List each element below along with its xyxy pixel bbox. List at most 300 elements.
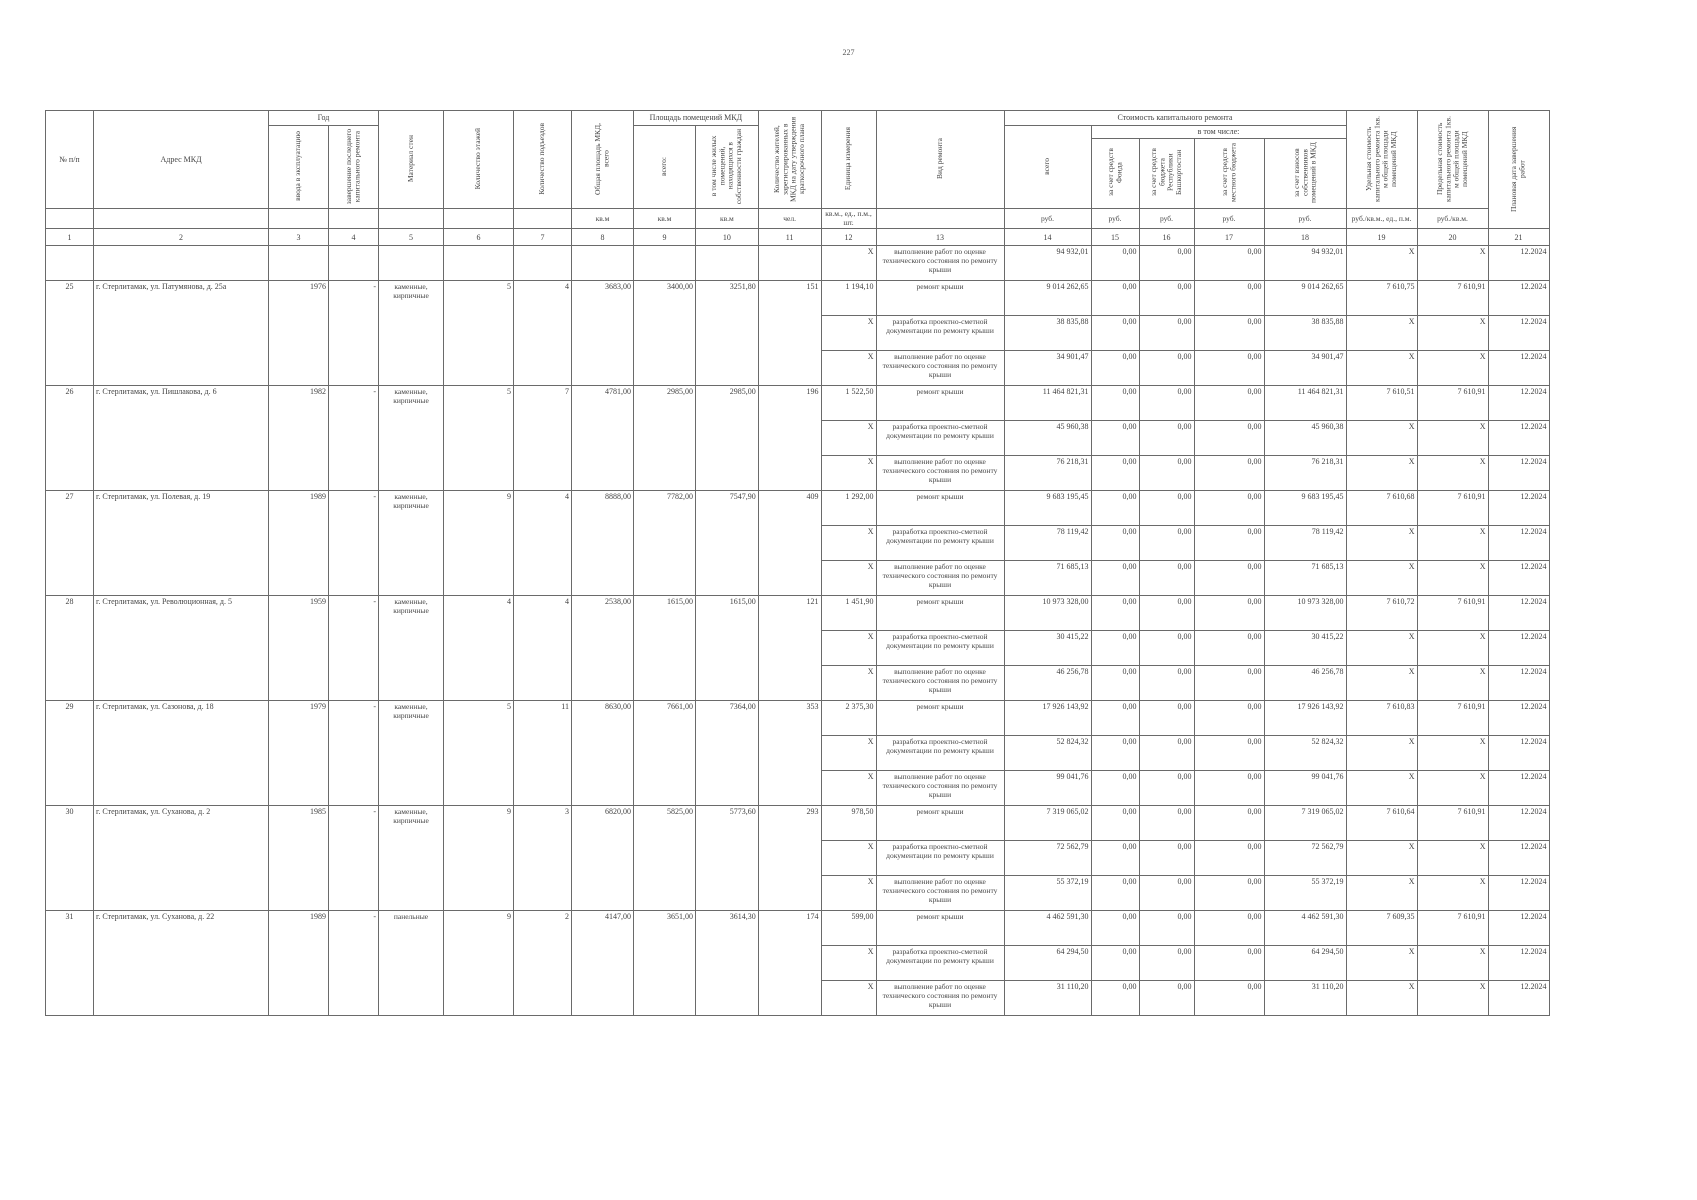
max-cost-cell: X (1417, 771, 1488, 806)
max-cost-cell: X (1417, 876, 1488, 911)
wall-material-cell: каменные, кирпичные (379, 596, 444, 701)
planned-date-cell: 12.2024 (1488, 281, 1549, 316)
cost-republic-cell: 0,00 (1139, 491, 1194, 526)
cost-republic-cell: 0,00 (1139, 596, 1194, 631)
cost-owners-cell: 30 415,22 (1264, 631, 1346, 666)
table-row (46, 911, 1550, 946)
unit-total-area: кв.м (572, 209, 634, 229)
row-number-cell: 27 (46, 491, 94, 596)
work-type-cell: выполнение работ по оценке технического состояния по ремонту крыши (876, 981, 1004, 1016)
max-cost-cell: X (1417, 841, 1488, 876)
specific-cost-cell: X (1346, 981, 1417, 1016)
column-number: 11 (758, 229, 821, 246)
column-number: 20 (1417, 229, 1488, 246)
cost-local-cell: 0,00 (1194, 386, 1264, 421)
cost-local-cell: 0,00 (1194, 316, 1264, 351)
cost-owners-cell: 71 685,13 (1264, 561, 1346, 596)
header-address: Адрес МКД (94, 111, 269, 209)
column-number: 17 (1194, 229, 1264, 246)
wall-material-cell: панельные (379, 911, 444, 1016)
specific-cost-cell: X (1346, 771, 1417, 806)
column-number: 16 (1139, 229, 1194, 246)
work-unit-cell: X (821, 351, 876, 386)
cost-total-cell: 99 041,76 (1004, 771, 1091, 806)
cost-republic-cell: 0,00 (1139, 246, 1194, 281)
empty-cell (379, 246, 444, 281)
cost-fund-cell: 0,00 (1091, 701, 1139, 736)
entrances-cell: 7 (514, 386, 572, 491)
cost-republic-cell: 0,00 (1139, 526, 1194, 561)
table-header (46, 111, 1550, 246)
wall-material-cell: каменные, кирпичные (379, 281, 444, 386)
cost-fund-cell: 0,00 (1091, 946, 1139, 981)
specific-cost-cell: X (1346, 561, 1417, 596)
max-cost-cell: X (1417, 421, 1488, 456)
total-area-cell: 2538,00 (572, 596, 634, 701)
cost-owners-cell: 76 218,31 (1264, 456, 1346, 491)
planned-date-cell: 12.2024 (1488, 666, 1549, 701)
work-type-cell: выполнение работ по оценке технического состояния по ремонту крыши (876, 351, 1004, 386)
cost-owners-cell: 34 901,47 (1264, 351, 1346, 386)
header-cost-local: за счет средств местного бюджета (1194, 139, 1264, 209)
year-repair-cell: - (329, 386, 379, 491)
page-number: 227 (842, 48, 855, 57)
floors-cell: 9 (444, 806, 514, 911)
planned-date-cell: 12.2024 (1488, 316, 1549, 351)
residents-cell: 121 (758, 596, 821, 701)
work-type-cell: разработка проектно-сметной документации по ремонту крыши (876, 421, 1004, 456)
planned-date-cell: 12.2024 (1488, 596, 1549, 631)
entrances-cell: 4 (514, 281, 572, 386)
column-number: 14 (1004, 229, 1091, 246)
cost-fund-cell: 0,00 (1091, 596, 1139, 631)
address-cell: г. Стерлитамак, ул. Пишлакова, д. 6 (94, 386, 269, 491)
cost-local-cell: 0,00 (1194, 911, 1264, 946)
address-cell: г. Стерлитамак, ул. Суханова, д. 2 (94, 806, 269, 911)
cost-local-cell: 0,00 (1194, 666, 1264, 701)
unit-residents: чел. (758, 209, 821, 229)
residents-cell: 196 (758, 386, 821, 491)
cost-total-cell: 31 110,20 (1004, 981, 1091, 1016)
entrances-cell: 2 (514, 911, 572, 1016)
header-cost-total: всего (1004, 126, 1091, 209)
header-planned-date: Плановая дата завершения работ (1488, 111, 1549, 229)
table-row (46, 596, 1550, 631)
total-area-cell: 3683,00 (572, 281, 634, 386)
wall-material-cell: каменные, кирпичные (379, 491, 444, 596)
cost-republic-cell: 0,00 (1139, 911, 1194, 946)
work-type-cell: разработка проектно-сметной документации по ремонту крыши (876, 526, 1004, 561)
cost-republic-cell: 0,00 (1139, 876, 1194, 911)
cost-fund-cell: 0,00 (1091, 736, 1139, 771)
work-unit-cell: X (821, 316, 876, 351)
planned-date-cell: 12.2024 (1488, 351, 1549, 386)
specific-cost-cell: X (1346, 841, 1417, 876)
work-type-cell: ремонт крыши (876, 806, 1004, 841)
cost-fund-cell: 0,00 (1091, 771, 1139, 806)
cost-local-cell: 0,00 (1194, 561, 1264, 596)
header-year-repair: завершение последнего капитального ремонта (329, 126, 379, 209)
header-premises-area-group: Площадь помещений МКД (634, 111, 759, 126)
cost-total-cell: 7 319 065,02 (1004, 806, 1091, 841)
work-unit-cell: 2 375,30 (821, 701, 876, 736)
area-residential-cell: 7547,90 (696, 491, 759, 596)
cost-total-cell: 64 294,50 (1004, 946, 1091, 981)
unit-empty (329, 209, 379, 229)
planned-date-cell: 12.2024 (1488, 981, 1549, 1016)
specific-cost-cell: 7 610,72 (1346, 596, 1417, 631)
empty-cell (634, 246, 696, 281)
floors-cell: 9 (444, 911, 514, 1016)
work-unit-cell: X (821, 421, 876, 456)
cost-fund-cell: 0,00 (1091, 631, 1139, 666)
area-total-cell: 7782,00 (634, 491, 696, 596)
cost-fund-cell: 0,00 (1091, 806, 1139, 841)
empty-cell (572, 246, 634, 281)
total-area-cell: 4781,00 (572, 386, 634, 491)
total-area-cell: 6820,00 (572, 806, 634, 911)
cost-total-cell: 4 462 591,30 (1004, 911, 1091, 946)
cost-owners-cell: 10 973 328,00 (1264, 596, 1346, 631)
residents-cell: 174 (758, 911, 821, 1016)
max-cost-cell: X (1417, 456, 1488, 491)
year-commission-cell: 1976 (269, 281, 329, 386)
cost-fund-cell: 0,00 (1091, 561, 1139, 596)
header-residents: Количество жителей, зарегистрированных в МКД на дату утверждения краткосрочного плана (758, 111, 821, 209)
work-type-cell: ремонт крыши (876, 386, 1004, 421)
column-number-row (46, 229, 1550, 246)
planned-date-cell: 12.2024 (1488, 701, 1549, 736)
table-row (46, 806, 1550, 841)
specific-cost-cell: X (1346, 421, 1417, 456)
cost-total-cell: 94 932,01 (1004, 246, 1091, 281)
cost-owners-cell: 94 932,01 (1264, 246, 1346, 281)
cost-owners-cell: 31 110,20 (1264, 981, 1346, 1016)
planned-date-cell: 12.2024 (1488, 561, 1549, 596)
cost-local-cell: 0,00 (1194, 631, 1264, 666)
cost-local-cell: 0,00 (1194, 806, 1264, 841)
header-max-cost: Предельная стоимость капитального ремонта 1кв. м общей площади помещений МКД (1417, 111, 1488, 209)
cost-fund-cell: 0,00 (1091, 316, 1139, 351)
planned-date-cell: 12.2024 (1488, 736, 1549, 771)
cost-owners-cell: 78 119,42 (1264, 526, 1346, 561)
column-number: 10 (696, 229, 759, 246)
cost-fund-cell: 0,00 (1091, 526, 1139, 561)
max-cost-cell: 7 610,91 (1417, 701, 1488, 736)
specific-cost-cell: X (1346, 876, 1417, 911)
cost-total-cell: 30 415,22 (1004, 631, 1091, 666)
planned-date-cell: 12.2024 (1488, 771, 1549, 806)
unit-empty (46, 209, 94, 229)
empty-cell (269, 246, 329, 281)
specific-cost-cell: X (1346, 631, 1417, 666)
cost-total-cell: 38 835,88 (1004, 316, 1091, 351)
unit-empty (876, 209, 1004, 229)
unit-specific: руб./кв.м., ед., п.м. (1346, 209, 1417, 229)
address-cell: г. Стерлитамак, ул. Сазонова, д. 18 (94, 701, 269, 806)
max-cost-cell: 7 610,91 (1417, 281, 1488, 316)
unit-area-total: кв.м (634, 209, 696, 229)
work-type-cell: ремонт крыши (876, 281, 1004, 316)
row-number-cell: 28 (46, 596, 94, 701)
total-area-cell: 8888,00 (572, 491, 634, 596)
specific-cost-cell: X (1346, 526, 1417, 561)
column-number: 2 (94, 229, 269, 246)
year-commission-cell: 1982 (269, 386, 329, 491)
area-total-cell: 3400,00 (634, 281, 696, 386)
address-cell: г. Стерлитамак, ул. Суханова, д. 22 (94, 911, 269, 1016)
cost-total-cell: 71 685,13 (1004, 561, 1091, 596)
planned-date-cell: 12.2024 (1488, 876, 1549, 911)
work-unit-cell: 599,00 (821, 911, 876, 946)
cost-total-cell: 9 683 195,45 (1004, 491, 1091, 526)
cost-owners-cell: 64 294,50 (1264, 946, 1346, 981)
cost-total-cell: 9 014 262,65 (1004, 281, 1091, 316)
header-cost-group: Стоимость капитального ремонта (1004, 111, 1346, 126)
work-unit-cell: 1 194,10 (821, 281, 876, 316)
cost-local-cell: 0,00 (1194, 946, 1264, 981)
header-specific-cost: Удельная стоимость капитального ремонта 1кв. м общей площади помещений МКД (1346, 111, 1417, 209)
area-residential-cell: 3614,30 (696, 911, 759, 1016)
empty-cell (329, 246, 379, 281)
cost-local-cell: 0,00 (1194, 736, 1264, 771)
cost-total-cell: 34 901,47 (1004, 351, 1091, 386)
year-commission-cell: 1979 (269, 701, 329, 806)
specific-cost-cell: X (1346, 946, 1417, 981)
unit-cost-fund: руб. (1091, 209, 1139, 229)
year-commission-cell: 1959 (269, 596, 329, 701)
column-number: 18 (1264, 229, 1346, 246)
specific-cost-cell: X (1346, 351, 1417, 386)
unit-cost-local: руб. (1194, 209, 1264, 229)
cost-total-cell: 76 218,31 (1004, 456, 1091, 491)
residents-cell: 293 (758, 806, 821, 911)
repair-plan-sheet (45, 110, 1550, 1016)
area-total-cell: 3651,00 (634, 911, 696, 1016)
year-repair-cell: - (329, 596, 379, 701)
column-number: 13 (876, 229, 1004, 246)
cost-republic-cell: 0,00 (1139, 736, 1194, 771)
work-type-cell: выполнение работ по оценке технического состояния по ремонту крыши (876, 666, 1004, 701)
specific-cost-cell: 7 609,35 (1346, 911, 1417, 946)
cost-local-cell: 0,00 (1194, 526, 1264, 561)
column-number: 1 (46, 229, 94, 246)
cost-republic-cell: 0,00 (1139, 701, 1194, 736)
unit-cost-republic: руб. (1139, 209, 1194, 229)
unit-empty (514, 209, 572, 229)
entrances-cell: 3 (514, 806, 572, 911)
year-commission-cell: 1989 (269, 491, 329, 596)
unit-area-residential: кв.м (696, 209, 759, 229)
unit-empty (379, 209, 444, 229)
column-number: 15 (1091, 229, 1139, 246)
year-repair-cell: - (329, 911, 379, 1016)
cost-owners-cell: 46 256,78 (1264, 666, 1346, 701)
cost-total-cell: 72 562,79 (1004, 841, 1091, 876)
floors-cell: 5 (444, 701, 514, 806)
work-unit-cell: 978,50 (821, 806, 876, 841)
max-cost-cell: X (1417, 631, 1488, 666)
unit-unit: кв.м., ед., п.м., шт. (821, 209, 876, 229)
column-number: 6 (444, 229, 514, 246)
max-cost-cell: 7 610,91 (1417, 491, 1488, 526)
cost-local-cell: 0,00 (1194, 246, 1264, 281)
table-row (46, 246, 1550, 281)
header-total-area: Общая площадь МКД, всего (572, 111, 634, 209)
year-repair-cell: - (329, 806, 379, 911)
cost-fund-cell: 0,00 (1091, 981, 1139, 1016)
area-residential-cell: 5773,60 (696, 806, 759, 911)
max-cost-cell: X (1417, 981, 1488, 1016)
area-residential-cell: 7364,00 (696, 701, 759, 806)
cost-republic-cell: 0,00 (1139, 421, 1194, 456)
year-repair-cell: - (329, 491, 379, 596)
work-unit-cell: 1 292,00 (821, 491, 876, 526)
work-unit-cell: X (821, 876, 876, 911)
address-cell: г. Стерлитамак, ул. Революционная, д. 5 (94, 596, 269, 701)
cost-total-cell: 11 464 821,31 (1004, 386, 1091, 421)
planned-date-cell: 12.2024 (1488, 526, 1549, 561)
cost-republic-cell: 0,00 (1139, 841, 1194, 876)
cost-total-cell: 46 256,78 (1004, 666, 1091, 701)
table-row (46, 281, 1550, 316)
cost-republic-cell: 0,00 (1139, 561, 1194, 596)
table-body (46, 246, 1550, 1016)
header-entrances: Количество подъездов (514, 111, 572, 209)
work-type-cell: ремонт крыши (876, 701, 1004, 736)
empty-cell (444, 246, 514, 281)
header-year-commission: ввода в эксплуатацию (269, 126, 329, 209)
max-cost-cell: X (1417, 526, 1488, 561)
cost-owners-cell: 99 041,76 (1264, 771, 1346, 806)
cost-republic-cell: 0,00 (1139, 666, 1194, 701)
work-type-cell: разработка проектно-сметной документации по ремонту крыши (876, 631, 1004, 666)
area-residential-cell: 1615,00 (696, 596, 759, 701)
max-cost-cell: X (1417, 666, 1488, 701)
cost-fund-cell: 0,00 (1091, 386, 1139, 421)
cost-local-cell: 0,00 (1194, 701, 1264, 736)
planned-date-cell: 12.2024 (1488, 806, 1549, 841)
cost-owners-cell: 9 014 262,65 (1264, 281, 1346, 316)
planned-date-cell: 12.2024 (1488, 456, 1549, 491)
cost-fund-cell: 0,00 (1091, 911, 1139, 946)
work-type-cell: выполнение работ по оценке технического состояния по ремонту крыши (876, 876, 1004, 911)
work-type-cell: выполнение работ по оценке технического состояния по ремонту крыши (876, 456, 1004, 491)
cost-fund-cell: 0,00 (1091, 841, 1139, 876)
cost-local-cell: 0,00 (1194, 351, 1264, 386)
work-type-cell: разработка проектно-сметной документации по ремонту крыши (876, 946, 1004, 981)
area-total-cell: 1615,00 (634, 596, 696, 701)
cost-republic-cell: 0,00 (1139, 456, 1194, 491)
cost-republic-cell: 0,00 (1139, 946, 1194, 981)
area-residential-cell: 2985,00 (696, 386, 759, 491)
cost-owners-cell: 55 372,19 (1264, 876, 1346, 911)
cost-local-cell: 0,00 (1194, 456, 1264, 491)
work-unit-cell: X (821, 666, 876, 701)
cost-local-cell: 0,00 (1194, 281, 1264, 316)
cost-owners-cell: 72 562,79 (1264, 841, 1346, 876)
cost-republic-cell: 0,00 (1139, 386, 1194, 421)
specific-cost-cell: 7 610,83 (1346, 701, 1417, 736)
specific-cost-cell: 7 610,75 (1346, 281, 1417, 316)
cost-total-cell: 10 973 328,00 (1004, 596, 1091, 631)
floors-cell: 5 (444, 386, 514, 491)
header-work-type: Вид ремонта (876, 111, 1004, 209)
max-cost-cell: X (1417, 351, 1488, 386)
max-cost-cell: 7 610,91 (1417, 596, 1488, 631)
planned-date-cell: 12.2024 (1488, 631, 1549, 666)
work-unit-cell: X (821, 246, 876, 281)
year-commission-cell: 1989 (269, 911, 329, 1016)
header-cost-owners: за счет взносов собственников помещений в МКД (1264, 139, 1346, 209)
cost-owners-cell: 52 824,32 (1264, 736, 1346, 771)
planned-date-cell: 12.2024 (1488, 841, 1549, 876)
unit-cost-total: руб. (1004, 209, 1091, 229)
header-area-total: всего: (634, 126, 696, 209)
column-number: 3 (269, 229, 329, 246)
cost-republic-cell: 0,00 (1139, 771, 1194, 806)
header-no: № п/п (46, 111, 94, 209)
wall-material-cell: каменные, кирпичные (379, 806, 444, 911)
empty-cell (46, 246, 94, 281)
cost-local-cell: 0,00 (1194, 491, 1264, 526)
cost-fund-cell: 0,00 (1091, 421, 1139, 456)
cost-fund-cell: 0,00 (1091, 491, 1139, 526)
planned-date-cell: 12.2024 (1488, 491, 1549, 526)
specific-cost-cell: X (1346, 456, 1417, 491)
work-unit-cell: X (821, 841, 876, 876)
cost-fund-cell: 0,00 (1091, 246, 1139, 281)
work-unit-cell: X (821, 736, 876, 771)
cost-local-cell: 0,00 (1194, 771, 1264, 806)
cost-local-cell: 0,00 (1194, 421, 1264, 456)
cost-local-cell: 0,00 (1194, 841, 1264, 876)
unit-max: руб./кв.м. (1417, 209, 1488, 229)
work-type-cell: выполнение работ по оценке технического состояния по ремонту крыши (876, 246, 1004, 281)
work-unit-cell: 1 522,50 (821, 386, 876, 421)
max-cost-cell: 7 610,91 (1417, 386, 1488, 421)
header-floors: Количество этажей (444, 111, 514, 209)
year-repair-cell: - (329, 701, 379, 806)
work-type-cell: разработка проектно-сметной документации по ремонту крыши (876, 316, 1004, 351)
cost-total-cell: 78 119,42 (1004, 526, 1091, 561)
column-number: 7 (514, 229, 572, 246)
row-number-cell: 29 (46, 701, 94, 806)
residents-cell: 151 (758, 281, 821, 386)
work-type-cell: выполнение работ по оценке технического состояния по ремонту крыши (876, 561, 1004, 596)
cost-owners-cell: 7 319 065,02 (1264, 806, 1346, 841)
cost-republic-cell: 0,00 (1139, 316, 1194, 351)
work-type-cell: ремонт крыши (876, 596, 1004, 631)
specific-cost-cell: 7 610,64 (1346, 806, 1417, 841)
empty-cell (514, 246, 572, 281)
work-unit-cell: 1 451,90 (821, 596, 876, 631)
header-wall-material: Материал стен (379, 111, 444, 209)
floors-cell: 5 (444, 281, 514, 386)
work-type-cell: выполнение работ по оценке технического состояния по ремонту крыши (876, 771, 1004, 806)
cost-local-cell: 0,00 (1194, 876, 1264, 911)
cost-republic-cell: 0,00 (1139, 631, 1194, 666)
work-type-cell: разработка проектно-сметной документации по ремонту крыши (876, 736, 1004, 771)
work-unit-cell: X (821, 631, 876, 666)
cost-fund-cell: 0,00 (1091, 456, 1139, 491)
repair-plan-table (45, 110, 1550, 1016)
specific-cost-cell: X (1346, 736, 1417, 771)
cost-total-cell: 45 960,38 (1004, 421, 1091, 456)
wall-material-cell: каменные, кирпичные (379, 701, 444, 806)
planned-date-cell: 12.2024 (1488, 421, 1549, 456)
address-cell: г. Стерлитамак, ул. Полевая, д. 19 (94, 491, 269, 596)
